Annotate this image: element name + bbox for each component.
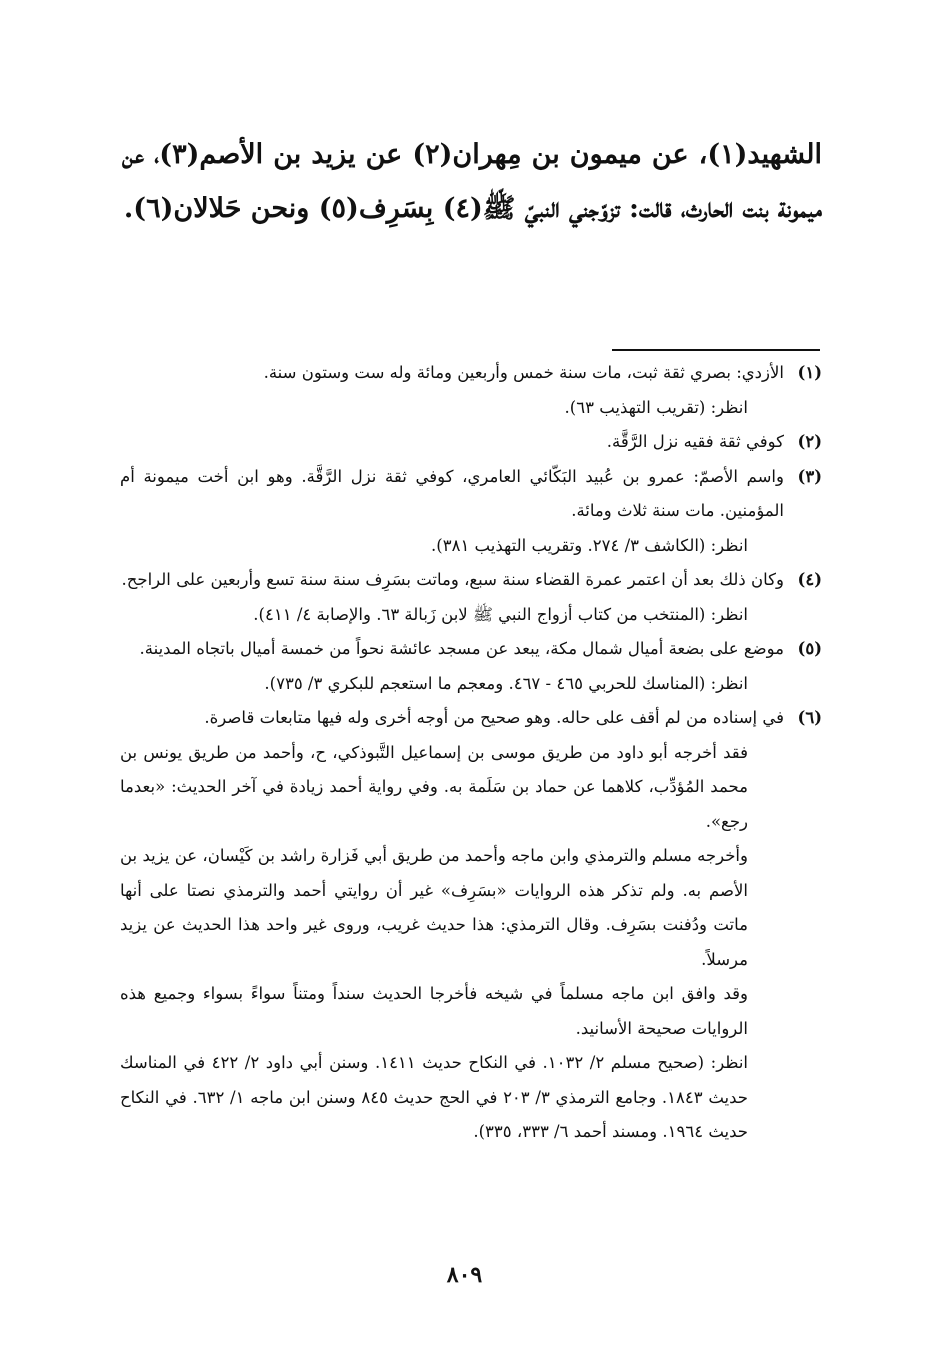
footnote-number: (٢) (797, 432, 822, 451)
footnote-body (120, 356, 784, 425)
footnote-paragraph: انظر: (تقريب التهذيب ٦٣). (564, 397, 748, 417)
footnote-number: (٥) (797, 639, 822, 658)
footnote (120, 563, 822, 632)
main-text: الشهيد(١)، عن ميمون بن مِهران(٢) عن يزيد بن الأصم(٣)، عن ميمونة بنت الحارث، قالت: تزوّجني النبيّ ﷺ(٤) بِسَرِف(٥) ونحن حَلالان(٦). (122, 139, 823, 224)
footnote-paragraph: الأزدي: بصري ثقة ثبت، مات سنة خمس وأربعين ومائة وله ست وستون سنة. (263, 363, 784, 382)
footnote-paragraph: كوفي ثقة فقيه نزل الرَّقَّة. (606, 432, 784, 451)
footnote (120, 632, 822, 701)
footnote-body (120, 425, 784, 460)
footnote-body (120, 632, 784, 701)
footnote-body (120, 701, 784, 1150)
footnote-number: (٦) (797, 708, 822, 727)
footnote-number: (٤) (797, 570, 822, 589)
footnote-body (120, 563, 784, 632)
footnote-paragraph: انظر: (المنتخب من كتاب أزواج النبي ﷺ لابن زَبالة ٦٣. والإصابة ٤/ ٤١١). (253, 604, 748, 624)
footnote-number: (٣) (797, 466, 822, 486)
footnote-paragraph: واسم الأصمّ: عمرو بن عُبيد البَكّائي العامري، كوفي ثقة نزل الرَّقَّة. وهو ابن أخت ميمونة أم المؤمنين. مات سنة ثلاث ومائة. (120, 466, 784, 520)
footnote-paragraph: وأخرجه مسلم والترمذي وابن ماجه وأحمد من طريق أبي فَزارة راشد بن كَيْسان، عن يزيد بن الأصم به. ولم تذكر هذه الروايات «بسَرِف» غير أن روايتي أحمد والترمذي نصتا على أنها ماتت ودُفنت بسَرِف. وقال الترمذي: هذا حديث غريب، وروى غير واحد هذا الحديث عن يزيد مرسلاً. (120, 846, 748, 969)
footnote-paragraph: في إسناده من لم أقف على حاله. وهو صحيح من أوجه أخرى وله فيها متابعات قاصرة. (204, 708, 784, 727)
footnote-paragraph: فقد أخرجه أبو داود من طريق موسى بن إسماعيل التَّبوذكي، ح، وأحمد من طريق يونس بن محمد المُؤدِّب، كلاهما عن حماد بن سَلَمة به. وفي رواية أحمد زيادة في آخر الحديث: «بعدما رجع». (120, 742, 748, 831)
page-number: ٨٠٩ (446, 1262, 483, 1288)
footnote-paragraph: موضع على بضعة أميال شمال مكة، يبعد عن مسجد عائشة نحواً من خمسة أميال باتجاه المدينة. (139, 639, 784, 658)
footnote-paragraph: انظر: (المناسك للحربي ٤٦٥ - ٤٦٧. ومعجم ما استعجم للبكري ٣/ ٧٣٥). (264, 673, 748, 693)
footnote-number: (١) (797, 363, 822, 382)
footnote-paragraph: وقد وافق ابن ماجه مسلماً في شيخه فأخرجا الحديث سنداً ومتناً سواءً بسواء وجميع هذه الروايات صحيحة الأسانيد. (120, 984, 748, 1038)
footnote-separator (612, 349, 820, 351)
footnote-paragraph: انظر: (صحيح مسلم ٢/ ١٠٣٢. في النكاح حديث ١٤١١. وسنن أبي داود ٢/ ٤٢٢ في المناسك حديث ١٨٤٣. وجامع الترمذي ٣/ ٢٠٣ في الحج حديث ٨٤٥ وسنن ابن ماجه ١/ ٦٣٢. في النكاح حديث ١٩٦٤. ومسند أحمد ٦/ ٣٣٣، ٣٣٥). (120, 1053, 749, 1141)
footnote (120, 425, 822, 460)
footnote-paragraph: انظر: (الكاشف ٣/ ٢٧٤. وتقريب التهذيب ٣٨١). (431, 535, 748, 555)
footnote (120, 701, 822, 1150)
footnote (120, 356, 822, 425)
footnote-body (120, 460, 784, 564)
footnotes (120, 356, 822, 1150)
footnote (120, 460, 822, 564)
footnote-paragraph: وكان ذلك بعد أن اعتمر عمرة القضاء سنة سبع، وماتت بسَرِف سنة سنة تسع وأربعين على الراجح. (121, 570, 784, 589)
